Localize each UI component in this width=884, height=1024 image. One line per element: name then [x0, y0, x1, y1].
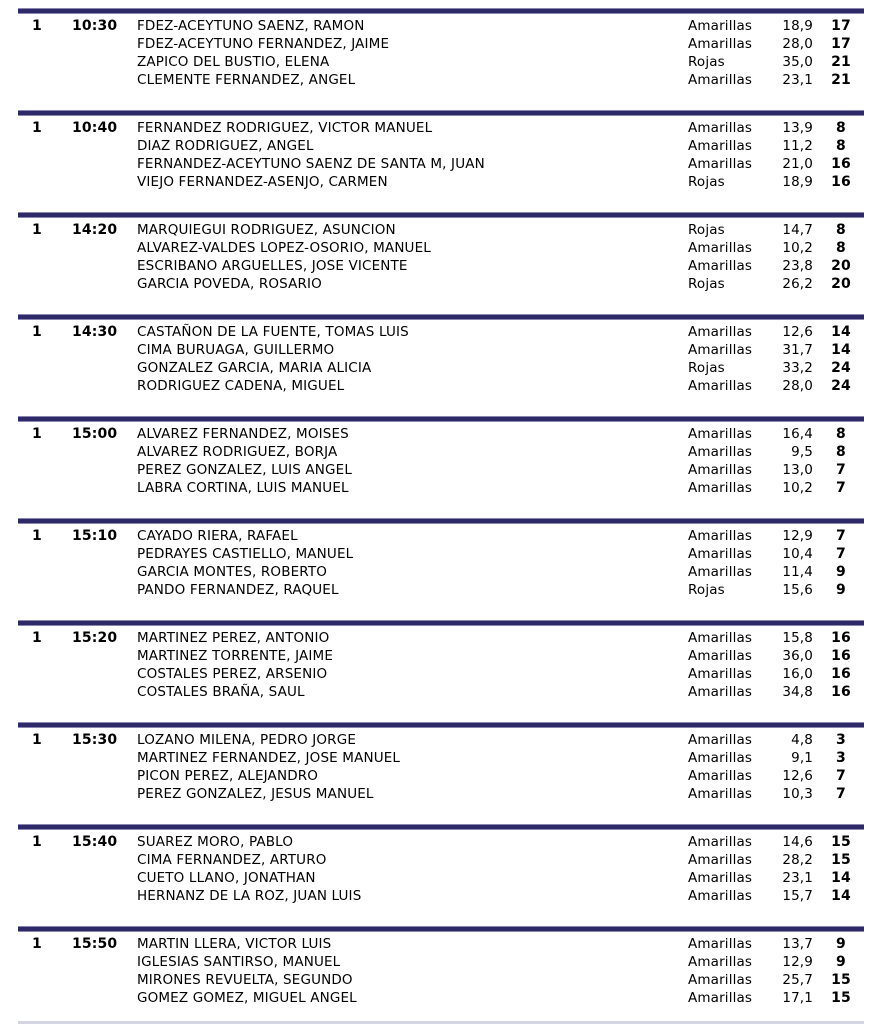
player-rows [0, 629, 884, 701]
group-number: 1 [32, 936, 42, 952]
exact-handicap: 12,6 [782, 768, 813, 784]
exact-handicap: 12,9 [782, 528, 813, 544]
player-rows [0, 323, 884, 395]
playing-handicap: 7 [836, 480, 846, 496]
tee-color: Amarillas [688, 156, 753, 172]
player-name: ALVAREZ RODRIGUEZ, BORJA [137, 444, 338, 460]
exact-handicap: 15,7 [782, 888, 813, 904]
player-rows [0, 119, 884, 191]
playing-handicap: 24 [831, 378, 851, 394]
exact-handicap: 11,4 [782, 564, 813, 580]
tee-time-group [0, 314, 884, 416]
player-name: FDEZ-ACEYTUNO SAENZ, RAMON [137, 18, 365, 34]
player-row [0, 629, 884, 647]
playing-handicap: 8 [836, 222, 846, 238]
exact-handicap: 13,9 [782, 120, 813, 136]
tee-color: Amarillas [688, 240, 753, 256]
playing-handicap: 8 [836, 120, 846, 136]
player-row [0, 527, 884, 545]
tee-color: Amarillas [688, 444, 753, 460]
tee-time-group [0, 110, 884, 212]
playing-handicap: 20 [831, 258, 851, 274]
player-name: PEREZ GONZALEZ, LUIS ANGEL [137, 462, 352, 478]
tee-time: 15:10 [72, 528, 118, 544]
tee-color: Amarillas [688, 378, 753, 394]
playing-handicap: 20 [831, 276, 851, 292]
player-name: DIAZ RODRIGUEZ, ANGEL [137, 138, 314, 154]
player-name: ESCRIBANO ARGUELLES, JOSE VICENTE [137, 258, 408, 274]
tee-color: Amarillas [688, 480, 753, 496]
playing-handicap: 8 [836, 426, 846, 442]
group-separator-line [18, 8, 864, 14]
player-name: HERNANZ DE LA ROZ, JUAN LUIS [137, 888, 362, 904]
player-row [0, 35, 884, 53]
tee-time-group [0, 212, 884, 314]
exact-handicap: 15,8 [782, 630, 813, 646]
player-rows [0, 833, 884, 905]
exact-handicap: 15,6 [782, 582, 813, 598]
tee-time: 14:30 [72, 324, 118, 340]
tee-color: Amarillas [688, 546, 753, 562]
playing-handicap: 9 [836, 936, 846, 952]
playing-handicap: 16 [831, 156, 851, 172]
exact-handicap: 14,6 [782, 834, 813, 850]
player-name: SUAREZ MORO, PABLO [137, 834, 294, 850]
player-name: PEREZ GONZALEZ, JESUS MANUEL [137, 786, 374, 802]
exact-handicap: 23,8 [782, 258, 813, 274]
group-separator-line [18, 824, 864, 830]
group-number: 1 [32, 426, 42, 442]
player-row [0, 665, 884, 683]
group-separator-line [18, 518, 864, 524]
player-name: ALVAREZ FERNANDEZ, MOISES [137, 426, 349, 442]
playing-handicap: 17 [831, 18, 851, 34]
tee-color: Rojas [688, 222, 725, 238]
group-separator-line [18, 110, 864, 116]
playing-handicap: 7 [836, 462, 846, 478]
player-row [0, 545, 884, 563]
tee-color: Amarillas [688, 870, 753, 886]
tee-color: Amarillas [688, 972, 753, 988]
player-row [0, 785, 884, 803]
playing-handicap: 8 [836, 240, 846, 256]
tee-time: 15:20 [72, 630, 118, 646]
exact-handicap: 26,2 [782, 276, 813, 292]
player-name: MARTIN LLERA, VICTOR LUIS [137, 936, 332, 952]
tee-color: Amarillas [688, 768, 753, 784]
exact-handicap: 23,1 [782, 72, 813, 88]
player-name: LABRA CORTINA, LUIS MANUEL [137, 480, 349, 496]
player-name: FERNANDEZ RODRIGUEZ, VICTOR MANUEL [137, 120, 433, 136]
tee-time: 15:30 [72, 732, 118, 748]
player-row [0, 221, 884, 239]
player-name: PANDO FERNANDEZ, RAQUEL [137, 582, 339, 598]
exact-handicap: 10,2 [782, 480, 813, 496]
playing-handicap: 15 [831, 972, 851, 988]
tee-color: Amarillas [688, 888, 753, 904]
tee-color: Amarillas [688, 36, 753, 52]
tee-color: Rojas [688, 276, 725, 292]
group-separator-line [18, 212, 864, 218]
playing-handicap: 16 [831, 666, 851, 682]
player-row [0, 239, 884, 257]
player-row [0, 17, 884, 35]
player-row [0, 323, 884, 341]
player-row [0, 989, 884, 1007]
exact-handicap: 13,7 [782, 936, 813, 952]
player-row [0, 869, 884, 887]
group-separator-line [18, 722, 864, 728]
player-row [0, 155, 884, 173]
playing-handicap: 15 [831, 990, 851, 1006]
tee-time: 15:40 [72, 834, 118, 850]
tee-time-group [0, 620, 884, 722]
player-rows [0, 221, 884, 293]
tee-time: 15:00 [72, 426, 118, 442]
group-number: 1 [32, 834, 42, 850]
tee-color: Amarillas [688, 954, 753, 970]
tee-color: Amarillas [688, 666, 753, 682]
player-row [0, 173, 884, 191]
playing-handicap: 14 [831, 870, 851, 886]
playing-handicap: 16 [831, 648, 851, 664]
exact-handicap: 4,8 [791, 732, 813, 748]
tee-color: Amarillas [688, 18, 753, 34]
player-row [0, 341, 884, 359]
playing-handicap: 7 [836, 768, 846, 784]
playing-handicap: 7 [836, 546, 846, 562]
group-separator-line [18, 314, 864, 320]
player-name: ALVAREZ-VALDES LOPEZ-OSORIO, MANUEL [137, 240, 431, 256]
exact-handicap: 28,0 [782, 36, 813, 52]
playing-handicap: 3 [836, 750, 846, 766]
player-row [0, 461, 884, 479]
tee-time: 14:20 [72, 222, 118, 238]
player-row [0, 275, 884, 293]
player-row [0, 731, 884, 749]
exact-handicap: 34,8 [782, 684, 813, 700]
player-row [0, 647, 884, 665]
playing-handicap: 16 [831, 630, 851, 646]
group-number: 1 [32, 18, 42, 34]
tee-color: Amarillas [688, 750, 753, 766]
player-name: ZAPICO DEL BUSTIO, ELENA [137, 54, 330, 70]
group-number: 1 [32, 324, 42, 340]
player-row [0, 581, 884, 599]
exact-handicap: 25,7 [782, 972, 813, 988]
player-row [0, 479, 884, 497]
player-row [0, 749, 884, 767]
tee-color: Amarillas [688, 852, 753, 868]
playing-handicap: 15 [831, 834, 851, 850]
tee-color: Rojas [688, 360, 725, 376]
exact-handicap: 16,4 [782, 426, 813, 442]
exact-handicap: 12,9 [782, 954, 813, 970]
tee-color: Amarillas [688, 564, 753, 580]
player-name: GOMEZ GOMEZ, MIGUEL ANGEL [137, 990, 357, 1006]
playing-handicap: 8 [836, 138, 846, 154]
player-row [0, 971, 884, 989]
exact-handicap: 28,2 [782, 852, 813, 868]
player-name: FDEZ-ACEYTUNO FERNANDEZ, JAIME [137, 36, 390, 52]
tee-color: Amarillas [688, 732, 753, 748]
exact-handicap: 11,2 [782, 138, 813, 154]
player-row [0, 851, 884, 869]
player-row [0, 257, 884, 275]
player-row [0, 935, 884, 953]
player-row [0, 53, 884, 71]
player-row [0, 833, 884, 851]
player-name: CIMA FERNANDEZ, ARTURO [137, 852, 327, 868]
exact-handicap: 10,2 [782, 240, 813, 256]
player-name: IGLESIAS SANTIRSO, MANUEL [137, 954, 341, 970]
player-name: VIEJO FERNANDEZ-ASENJO, CARMEN [137, 174, 388, 190]
group-separator-line [18, 620, 864, 626]
group-number: 1 [32, 222, 42, 238]
tee-time: 10:30 [72, 18, 118, 34]
player-row [0, 683, 884, 701]
player-name: MARTINEZ TORRENTE, JAIME [137, 648, 334, 664]
tee-time-group [0, 518, 884, 620]
player-name: FERNANDEZ-ACEYTUNO SAENZ DE SANTA M, JUAN [137, 156, 485, 172]
tee-color: Amarillas [688, 138, 753, 154]
tee-time-group-list [0, 8, 884, 1024]
exact-handicap: 35,0 [782, 54, 813, 70]
player-name: COSTALES PEREZ, ARSENIO [137, 666, 328, 682]
player-row [0, 953, 884, 971]
tee-color: Amarillas [688, 324, 753, 340]
group-number: 1 [32, 630, 42, 646]
player-rows [0, 935, 884, 1007]
tee-time: 15:50 [72, 936, 118, 952]
player-name: MARQUIEGUI RODRIGUEZ, ASUNCION [137, 222, 396, 238]
playing-handicap: 21 [831, 54, 851, 70]
tee-color: Amarillas [688, 120, 753, 136]
player-name: MARTINEZ PEREZ, ANTONIO [137, 630, 330, 646]
tee-time-group [0, 416, 884, 518]
group-number: 1 [32, 732, 42, 748]
group-number: 1 [32, 528, 42, 544]
player-name: GARCIA MONTES, ROBERTO [137, 564, 328, 580]
tee-color: Amarillas [688, 258, 753, 274]
exact-handicap: 9,1 [791, 750, 813, 766]
exact-handicap: 33,2 [782, 360, 813, 376]
playing-handicap: 16 [831, 684, 851, 700]
player-row [0, 425, 884, 443]
tee-color: Amarillas [688, 528, 753, 544]
exact-handicap: 12,6 [782, 324, 813, 340]
player-row [0, 359, 884, 377]
playing-handicap: 21 [831, 72, 851, 88]
exact-handicap: 23,1 [782, 870, 813, 886]
tee-color: Amarillas [688, 990, 753, 1006]
player-name: MIRONES REVUELTA, SEGUNDO [137, 972, 353, 988]
group-separator-line [18, 926, 864, 932]
player-name: CASTAÑON DE LA FUENTE, TOMAS LUIS [137, 324, 409, 340]
playing-handicap: 9 [836, 564, 846, 580]
player-row [0, 137, 884, 155]
playing-handicap: 8 [836, 444, 846, 460]
playing-handicap: 7 [836, 786, 846, 802]
tee-time-group [0, 824, 884, 926]
exact-handicap: 21,0 [782, 156, 813, 172]
player-row [0, 119, 884, 137]
player-name: LOZANO MILENA, PEDRO JORGE [137, 732, 357, 748]
player-name: CUETO LLANO, JONATHAN [137, 870, 316, 886]
exact-handicap: 31,7 [782, 342, 813, 358]
player-name: GONZALEZ GARCIA, MARIA ALICIA [137, 360, 372, 376]
player-name: MARTINEZ FERNANDEZ, JOSE MANUEL [137, 750, 401, 766]
player-name: PEDRAYES CASTIELLO, MANUEL [137, 546, 354, 562]
playing-handicap: 15 [831, 852, 851, 868]
playing-handicap: 14 [831, 342, 851, 358]
playing-handicap: 3 [836, 732, 846, 748]
player-row [0, 377, 884, 395]
tee-time: 10:40 [72, 120, 118, 136]
tee-time-group [0, 8, 884, 110]
playing-handicap: 9 [836, 954, 846, 970]
player-row [0, 767, 884, 785]
player-name: COSTALES BRAÑA, SAUL [137, 684, 305, 700]
exact-handicap: 18,9 [782, 18, 813, 34]
tee-color: Rojas [688, 54, 725, 70]
tee-color: Amarillas [688, 72, 753, 88]
player-row [0, 443, 884, 461]
exact-handicap: 10,4 [782, 546, 813, 562]
player-row [0, 887, 884, 905]
playing-handicap: 7 [836, 528, 846, 544]
tee-color: Amarillas [688, 834, 753, 850]
player-row [0, 563, 884, 581]
tee-color: Amarillas [688, 630, 753, 646]
player-rows [0, 731, 884, 803]
exact-handicap: 36,0 [782, 648, 813, 664]
tee-color: Rojas [688, 582, 725, 598]
tee-color: Amarillas [688, 342, 753, 358]
player-name: CAYADO RIERA, RAFAEL [137, 528, 298, 544]
tee-color: Rojas [688, 174, 725, 190]
player-rows [0, 527, 884, 599]
player-name: GARCIA POVEDA, ROSARIO [137, 276, 322, 292]
tee-time-group [0, 722, 884, 824]
group-separator-line [18, 416, 864, 422]
exact-handicap: 9,5 [791, 444, 813, 460]
tee-color: Amarillas [688, 462, 753, 478]
player-name: RODRIGUEZ CADENA, MIGUEL [137, 378, 345, 394]
exact-handicap: 28,0 [782, 378, 813, 394]
exact-handicap: 14,7 [782, 222, 813, 238]
group-number: 1 [32, 120, 42, 136]
tee-color: Amarillas [688, 786, 753, 802]
player-name: CLEMENTE FERNANDEZ, ANGEL [137, 72, 356, 88]
playing-handicap: 24 [831, 360, 851, 376]
tee-color: Amarillas [688, 684, 753, 700]
tee-time-group [0, 926, 884, 1024]
playing-handicap: 14 [831, 888, 851, 904]
playing-handicap: 16 [831, 174, 851, 190]
player-rows [0, 425, 884, 497]
player-name: PICON PEREZ, ALEJANDRO [137, 768, 319, 784]
playing-handicap: 9 [836, 582, 846, 598]
player-row [0, 71, 884, 89]
tee-color: Amarillas [688, 648, 753, 664]
tee-color: Amarillas [688, 426, 753, 442]
playing-handicap: 14 [831, 324, 851, 340]
player-name: CIMA BURUAGA, GUILLERMO [137, 342, 335, 358]
playing-handicap: 17 [831, 36, 851, 52]
player-rows [0, 17, 884, 89]
exact-handicap: 18,9 [782, 174, 813, 190]
exact-handicap: 17,1 [782, 990, 813, 1006]
exact-handicap: 16,0 [782, 666, 813, 682]
tee-color: Amarillas [688, 936, 753, 952]
exact-handicap: 10,3 [782, 786, 813, 802]
exact-handicap: 13,0 [782, 462, 813, 478]
